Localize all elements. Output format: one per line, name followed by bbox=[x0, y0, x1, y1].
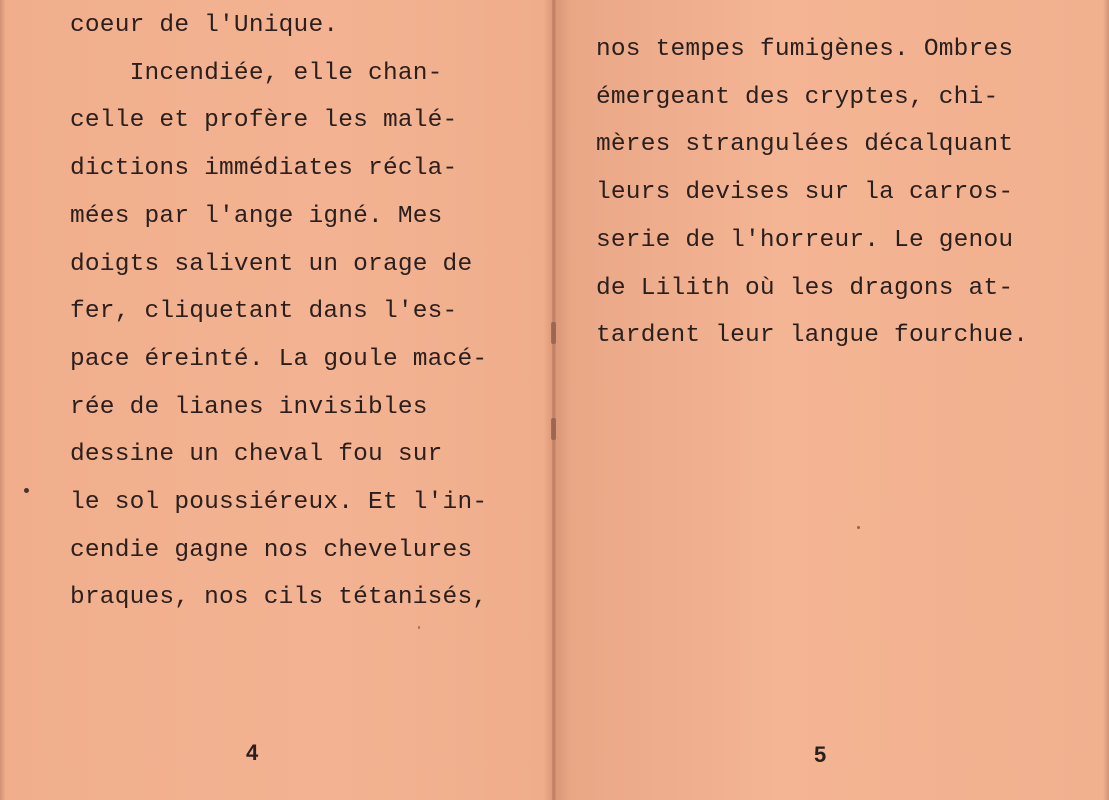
text-line: rée de lianes invisibles bbox=[70, 393, 428, 421]
right-page-text bbox=[596, 26, 1028, 360]
text-line: dessine un cheval fou sur bbox=[70, 441, 443, 469]
text-line: Incendiée, elle chan- bbox=[70, 59, 443, 87]
text-line: nos tempes fumigènes. Ombres bbox=[596, 36, 1014, 63]
text-line: dictions immédiates récla- bbox=[70, 155, 458, 183]
book-gutter bbox=[552, 0, 556, 800]
paper-speck bbox=[24, 488, 29, 493]
text-line: celle et profère les malé- bbox=[70, 107, 458, 135]
paper-speck bbox=[857, 526, 860, 529]
text-line: braques, nos cils tétanisés, bbox=[70, 584, 488, 612]
text-line: le sol poussiéreux. Et l'in- bbox=[70, 489, 488, 517]
text-line: pace éreinté. La goule macé- bbox=[70, 345, 488, 373]
page-number-right: 5 bbox=[814, 742, 827, 767]
text-line: mées par l'ange igné. Mes bbox=[70, 202, 443, 230]
text-line: leurs devises sur la carros- bbox=[596, 179, 1014, 207]
text-line: émergeant des cryptes, chi- bbox=[596, 83, 999, 111]
paper-speck bbox=[418, 626, 420, 629]
text-line: mères strangulées décalquant bbox=[596, 131, 1014, 159]
staple-bottom bbox=[551, 418, 556, 440]
text-line: tardent leur langue fourchue. bbox=[596, 322, 1029, 350]
staple-top bbox=[551, 322, 556, 344]
text-line: doigts salivent un orage de bbox=[70, 250, 473, 278]
page-number-left: 4 bbox=[246, 740, 259, 765]
text-line: coeur de l'Unique. bbox=[70, 12, 339, 39]
text-line: fer, cliquetant dans l'es- bbox=[70, 298, 458, 326]
text-line: cendie gagne nos chevelures bbox=[70, 536, 473, 564]
text-line: de Lilith où les dragons at- bbox=[596, 274, 1014, 302]
text-line: serie de l'horreur. Le genou bbox=[596, 226, 1014, 254]
left-page-text bbox=[70, 2, 487, 622]
